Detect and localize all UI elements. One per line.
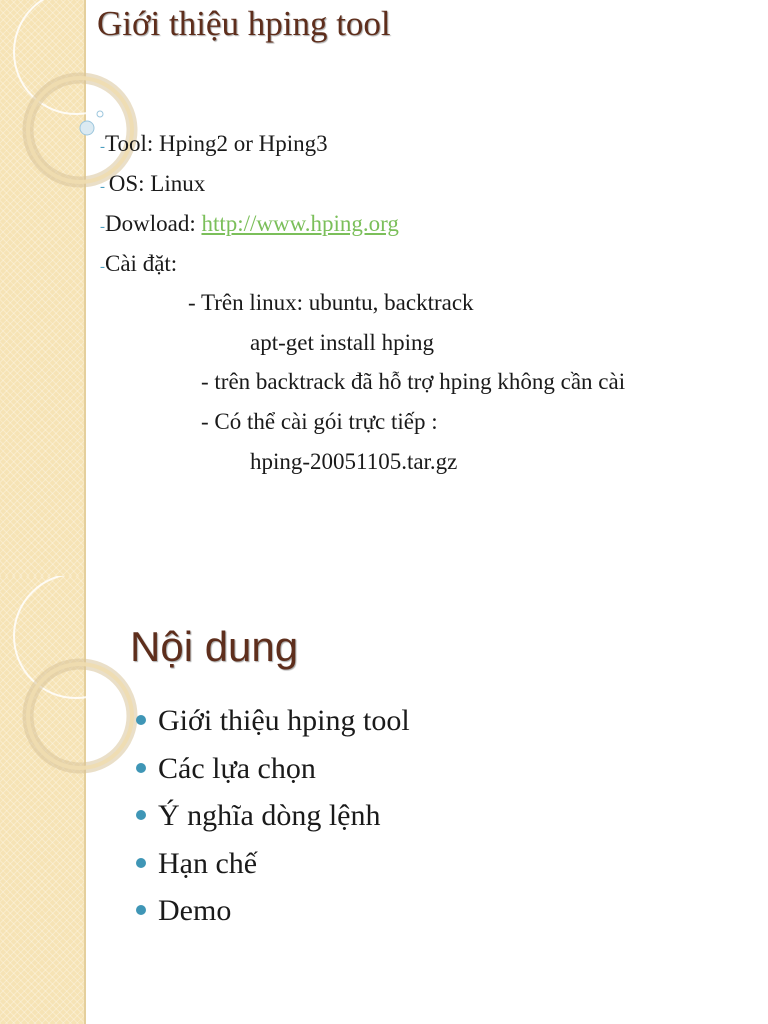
line-install xyxy=(100,251,177,277)
list-item xyxy=(136,748,410,796)
slide-title: Nội dung xyxy=(130,623,299,670)
line-text: OS: Linux xyxy=(108,171,206,196)
line-package-name: hping-20051105.tar.gz xyxy=(250,449,458,474)
slide-2 xyxy=(0,576,768,1024)
bullet-icon xyxy=(136,858,146,868)
bullet-icon xyxy=(136,715,146,725)
line-apt-command: apt-get install hping xyxy=(250,330,434,355)
list-item xyxy=(136,700,410,748)
line-backtrack-note: - trên backtrack đã hỗ trợ hping không cần cài xyxy=(201,369,626,394)
line-download xyxy=(100,211,399,237)
bullet-icon xyxy=(136,810,146,820)
bullet-icon xyxy=(136,905,146,915)
list-item-text: Giới thiệu hping tool xyxy=(158,704,410,737)
hping-website-link[interactable]: http://www.hping.org xyxy=(201,211,399,236)
line-linux-distros: - Trên linux: ubuntu, backtrack xyxy=(188,290,474,315)
agenda-list xyxy=(136,700,410,938)
list-item xyxy=(136,795,410,843)
line-text: Cài đặt: xyxy=(105,251,178,276)
line-text: Dowload: xyxy=(105,211,202,236)
list-item-text: Các lựa chọn xyxy=(158,751,316,785)
line-direct-package: - Có thể cài gói trực tiếp : xyxy=(201,409,438,434)
list-item-text: Ý nghĩa dòng lệnh xyxy=(158,799,381,832)
slide-title: Giới thiệu hping tool xyxy=(97,4,391,43)
dash-marker: - xyxy=(100,259,105,275)
decorative-circles-icon xyxy=(0,576,120,796)
dash-marker: - xyxy=(100,179,109,195)
bullet-icon xyxy=(136,763,146,773)
line-text: Tool: Hping2 or Hping3 xyxy=(105,131,328,156)
line-tool xyxy=(100,131,328,157)
line-os xyxy=(100,171,205,197)
list-item xyxy=(136,843,410,891)
dash-marker: - xyxy=(100,139,105,155)
dash-marker: - xyxy=(100,219,105,235)
list-item-text: Hạn chế xyxy=(158,846,258,880)
list-item-text: Demo xyxy=(158,894,232,927)
list-item xyxy=(136,890,410,938)
